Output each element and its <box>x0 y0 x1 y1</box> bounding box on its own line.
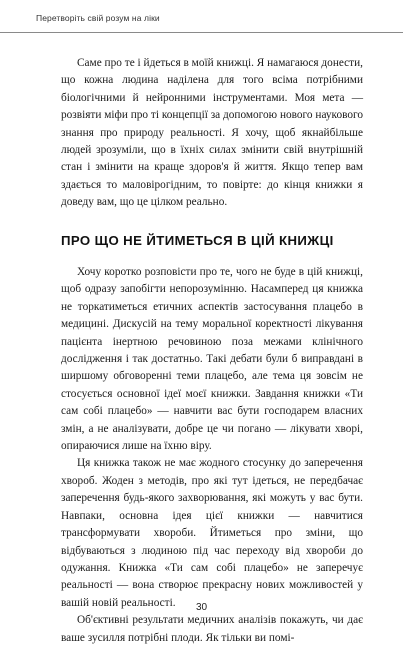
page-number: 30 <box>195 602 208 613</box>
section-paragraph-3: Об'єктивні результати медичних аналізів покажуть, чи дає ваше зусилля потрібні плоди. Як тільки ви помі- <box>61 614 363 644</box>
running-header: Перетворіть свій розум на ліки <box>36 13 160 23</box>
intro-paragraph: Саме про те і йдеться в моїй книжці. Я намагаюся донести, що кожна людина наділена для того всіма потрібними біологічними й нейронними інструментами. Моя мета — розвіяти міфи про ті концепції за допомогою нового наукового знання про природу реальності. Я хочу, щоб якнайбільше людей зрозуміли, що в їхніх силах змінити свій внутрішній стан і змінити на краще здоров'я й життя. Якщо тепер вам здається то маловірогідним, то повірте: до кінця книжки я доведу вам, що це цілком реально. <box>61 57 363 209</box>
section-paragraph-1: Хочу коротко розповісти про те, чого не буде в цій книжці, щоб одразу запобігти непорозумінню. Насамперед ця книжка не торкатиметься етичних аспектів застосування плацебо в медицині. Дискусій на тему моральної коректності лікування пацієнта інертною речовиною поза межами клінічного дослідження і так достатньо. Такі дебати були б виправдані в ширшому обговоренні теми плацебо, але тема ця зовсім не стосується основної ідеї моєї книжки. Завдання книжки «Ти сам собі плацебо» — навчити вас бути господарем власних змін, а не аналізувати, добре це чи погано — лікувати хворі, опираючися лише на їхню віру. <box>61 266 363 453</box>
intro-text-block <box>61 55 363 212</box>
header-divider <box>0 32 403 33</box>
section-text-block <box>61 264 363 647</box>
section-paragraph-2: Ця книжка також не має жодного стосунку до заперечення хвороб. Жоден з методів, про які тут ідеться, не передбачає заперечення будь-якого захворювання, які можуть у вас бути. Навпаки, основна ідея цієї книжки — навчитися трансформувати хвороби. Йтиметься про зміни, що відбуваються з людиною під час переходу від хвороби до одужання. Книжка «Ти сам собі плацебо» не заперечує реальності — вона створює прекрасну нових можливостей у вашій новій реальності. <box>61 457 363 609</box>
section-heading: ПРО ЩО НЕ ЙТИМЕТЬСЯ В ЦІЙ КНИЖЦІ <box>61 233 334 248</box>
